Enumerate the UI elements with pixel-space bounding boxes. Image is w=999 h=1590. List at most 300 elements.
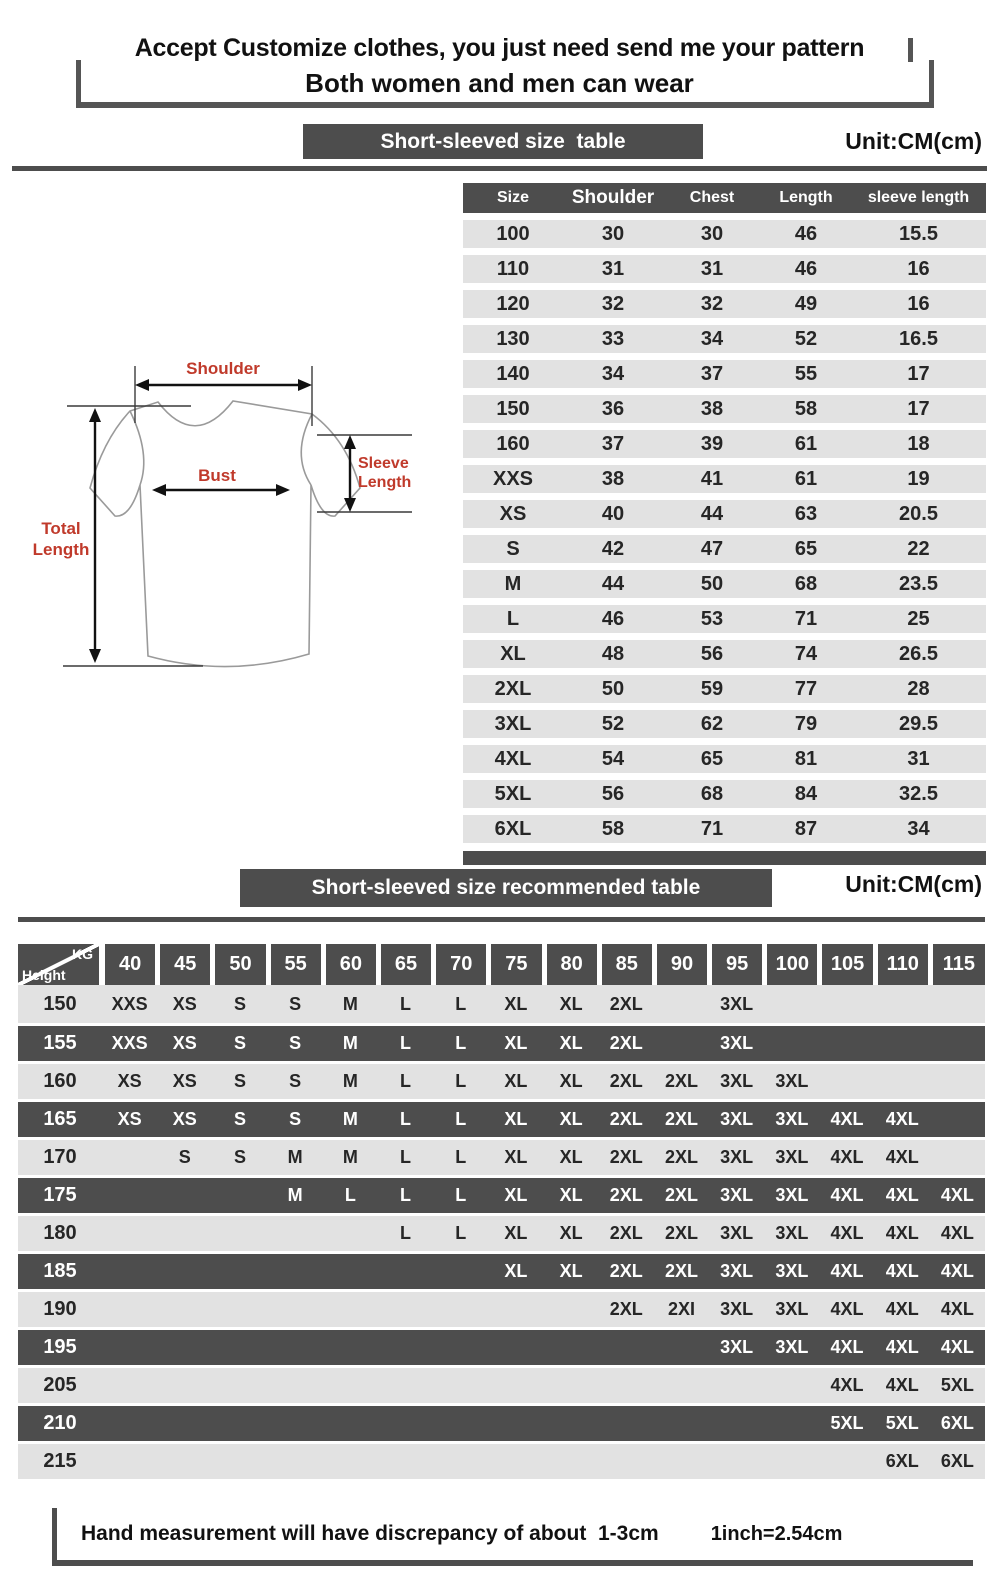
matrix-size-cell — [819, 985, 874, 1023]
matrix-size-cell: 2XL — [609, 1147, 643, 1167]
matrix-weight-header: 75 — [488, 944, 543, 985]
size-table-cell: 32 — [700, 293, 724, 315]
size-table-footer-bar — [463, 851, 986, 865]
matrix-size-cell: S — [289, 1071, 302, 1091]
matrix-size-cell: 3XL — [720, 1337, 754, 1357]
matrix-row — [18, 1061, 985, 1099]
matrix-height-label: 170 — [43, 1146, 77, 1168]
matrix-size-cell — [102, 1140, 157, 1175]
total-length-label-line2: Length — [32, 540, 90, 559]
size-table-cell: 46 — [794, 223, 818, 245]
matrix-size-cell: XL — [559, 1033, 583, 1053]
matrix-size-cell: S — [233, 1033, 246, 1053]
tshirt-outline — [90, 401, 360, 667]
size-table-cell: 15.5 — [899, 223, 938, 245]
matrix-height-label: 160 — [43, 1070, 77, 1092]
matrix-size-cell: S — [233, 1147, 246, 1167]
matrix-size-cell: 4XL — [885, 1109, 919, 1129]
size-table-cell: 52 — [601, 713, 625, 735]
matrix-size-cell — [654, 1368, 709, 1403]
size-table-cell: 100 — [496, 223, 530, 245]
size-table-cell: 87 — [794, 818, 818, 840]
matrix-height-label: 155 — [43, 1032, 77, 1054]
matrix-row — [18, 1137, 985, 1175]
matrix-size-cell — [819, 1064, 874, 1099]
matrix-size-cell — [875, 985, 930, 1023]
matrix-size-cell: 3XL — [775, 1223, 809, 1243]
size-table-cell: 160 — [496, 433, 530, 455]
matrix-weight-header: 110 — [875, 944, 930, 985]
matrix-size-cell: 4XL — [885, 1375, 919, 1395]
matrix-height-label: 210 — [43, 1412, 77, 1434]
unit-label-2: Unit:CM(cm) — [845, 871, 982, 897]
matrix-size-cell — [654, 1406, 709, 1441]
matrix-size-cell — [268, 1216, 323, 1251]
matrix-row — [18, 1441, 985, 1479]
size-table-cell: 84 — [794, 783, 818, 805]
matrix-size-cell: 2XL — [609, 1109, 643, 1129]
matrix-size-cell: 4XL — [940, 1299, 974, 1319]
size-table-cell: 71 — [794, 608, 818, 630]
matrix-size-cell: 6XL — [940, 1451, 974, 1471]
matrix-height-label: 185 — [43, 1260, 77, 1282]
matrix-size-cell: L — [400, 1071, 412, 1091]
matrix-weight-header: 55 — [268, 944, 323, 985]
matrix-size-cell: 4XL — [885, 1223, 919, 1243]
section-divider-1 — [12, 166, 987, 171]
size-table-row — [463, 710, 986, 738]
matrix-row — [18, 1023, 985, 1061]
size-table-cell: 6XL — [494, 818, 532, 840]
matrix-size-cell: 3XL — [775, 1147, 809, 1167]
matrix-weight-header: 105 — [819, 944, 874, 985]
size-table-cell: 54 — [601, 748, 625, 770]
matrix-size-cell — [157, 1292, 212, 1327]
matrix-size-cell — [654, 1026, 709, 1061]
matrix-size-cell: XS — [172, 1109, 197, 1129]
size-table-cell: 65 — [700, 748, 724, 770]
size-table-row — [463, 430, 986, 458]
matrix-size-cell: 4XL — [940, 1223, 974, 1243]
matrix-weight-header: 65 — [378, 944, 433, 985]
matrix-size-cell: 4XL — [830, 1337, 864, 1357]
matrix-size-cell — [157, 1444, 212, 1479]
size-table-cell: 36 — [601, 398, 625, 420]
size-table-column-header: Size — [496, 189, 529, 206]
matrix-size-cell — [599, 1330, 654, 1365]
matrix-size-cell: 3XL — [720, 993, 754, 1014]
matrix-size-cell: XL — [504, 1033, 528, 1053]
size-table-cell: 2XL — [494, 678, 532, 700]
matrix-size-cell — [212, 1406, 267, 1441]
size-table-cell: 50 — [601, 678, 625, 700]
size-table-cell: 68 — [700, 783, 724, 805]
matrix-size-cell — [212, 1292, 267, 1327]
matrix-size-cell: M — [342, 1033, 358, 1053]
matrix-size-cell — [764, 1368, 819, 1403]
matrix-size-cell: 3XL — [775, 1299, 809, 1319]
matrix-row — [18, 1365, 985, 1403]
matrix-size-cell — [764, 1406, 819, 1441]
matrix-size-cell: XL — [559, 1071, 583, 1091]
matrix-size-cell: XXS — [111, 1033, 148, 1053]
matrix-size-cell — [930, 1102, 985, 1137]
size-table — [463, 183, 986, 865]
matrix-size-cell — [157, 1178, 212, 1213]
matrix-size-cell: XS — [117, 1109, 142, 1129]
size-table-cell: 5XL — [494, 783, 532, 805]
matrix-weight-header: 80 — [544, 944, 599, 985]
size-table-cell: 150 — [496, 398, 530, 420]
matrix-size-cell: L — [455, 1185, 467, 1205]
matrix-size-cell: M — [287, 1147, 303, 1167]
matrix-size-cell — [764, 1026, 819, 1061]
matrix-size-cell: 3XL — [720, 1109, 754, 1129]
size-table-cell: 77 — [794, 678, 818, 700]
size-table-cell: 37 — [601, 433, 625, 455]
size-table-cell: 63 — [794, 503, 818, 525]
matrix-height-label: 150 — [43, 992, 77, 1015]
sleeve-length-label-line1: Sleeve — [358, 455, 409, 472]
matrix-size-cell: 4XL — [940, 1337, 974, 1357]
matrix-size-cell — [544, 1368, 599, 1403]
matrix-size-cell: M — [287, 1185, 303, 1205]
headline-line-1: Accept Customize clothes, you just need send me your pattern — [134, 34, 865, 62]
matrix-size-cell: 2XL — [609, 1261, 643, 1281]
matrix-size-cell: XL — [559, 1185, 583, 1205]
matrix-size-cell: L — [455, 1147, 467, 1167]
matrix-size-cell — [102, 1292, 157, 1327]
matrix-size-cell: XS — [172, 1071, 197, 1091]
matrix-size-cell: 2XL — [609, 1299, 643, 1319]
matrix-size-cell — [488, 1292, 543, 1327]
section-divider-2 — [18, 917, 985, 922]
matrix-size-cell — [157, 1330, 212, 1365]
matrix-row — [18, 1327, 985, 1365]
matrix-size-cell: L — [400, 1147, 412, 1167]
size-table-cell: 4XL — [494, 748, 532, 770]
matrix-size-cell: 4XL — [830, 1185, 864, 1205]
matrix-size-cell: S — [233, 1071, 246, 1091]
matrix-size-cell — [157, 1216, 212, 1251]
matrix-size-cell: 3XL — [720, 1223, 754, 1243]
size-table-cell: 29.5 — [899, 713, 938, 735]
matrix-size-cell — [764, 1444, 819, 1479]
size-table-cell: 28 — [907, 678, 930, 700]
matrix-size-cell: 2XL — [609, 1071, 643, 1091]
matrix-size-cell: 4XL — [940, 1261, 974, 1281]
matrix-size-cell: 4XL — [885, 1261, 919, 1281]
matrix-size-cell: 4XL — [885, 1147, 919, 1167]
size-table-cell: 38 — [601, 468, 625, 490]
size-table-cell: 65 — [794, 538, 818, 560]
matrix-row — [18, 985, 985, 1023]
matrix-size-cell — [323, 1330, 378, 1365]
size-table-cell: 34 — [601, 363, 625, 385]
matrix-size-cell: 2XL — [609, 1033, 643, 1053]
matrix-size-cell: S — [289, 993, 302, 1014]
matrix-size-cell — [654, 1330, 709, 1365]
matrix-size-cell — [930, 1064, 985, 1099]
matrix-size-cell: L — [455, 1071, 467, 1091]
matrix-size-cell — [102, 1444, 157, 1479]
matrix-row — [18, 1175, 985, 1213]
matrix-header-row — [18, 944, 985, 985]
matrix-size-cell: XL — [504, 1261, 528, 1281]
matrix-size-cell — [268, 1368, 323, 1403]
matrix-size-cell — [268, 1330, 323, 1365]
size-table-row — [463, 570, 986, 598]
matrix-size-cell: 3XL — [720, 1185, 754, 1205]
matrix-row — [18, 1099, 985, 1137]
matrix-size-cell — [378, 1444, 433, 1479]
sleeve-length-label-line2: Length — [358, 474, 412, 491]
size-table-row — [463, 465, 986, 493]
matrix-size-cell: L — [455, 1109, 467, 1129]
matrix-size-cell — [212, 1216, 267, 1251]
matrix-size-cell — [764, 985, 819, 1023]
matrix-height-label: 180 — [43, 1222, 77, 1244]
matrix-size-cell — [378, 1292, 433, 1327]
matrix-size-cell — [102, 1330, 157, 1365]
matrix-weight-header: 40 — [102, 944, 157, 985]
size-table-row — [463, 360, 986, 388]
matrix-size-cell — [544, 1444, 599, 1479]
matrix-size-cell: 4XL — [830, 1147, 864, 1167]
matrix-size-cell — [378, 1330, 433, 1365]
size-table-row — [463, 255, 986, 283]
recommended-size-matrix — [18, 944, 985, 1479]
matrix-size-cell: XL — [559, 1109, 583, 1129]
matrix-size-cell — [323, 1406, 378, 1441]
diagram-labels — [33, 359, 412, 559]
matrix-size-cell — [819, 1444, 874, 1479]
size-table-cell: 17 — [907, 363, 930, 385]
matrix-size-cell: XL — [559, 993, 583, 1014]
matrix-weight-header: 90 — [654, 944, 709, 985]
headline-bracket-tick — [908, 38, 913, 62]
matrix-size-cell — [323, 1444, 378, 1479]
size-table-cell: L — [506, 608, 520, 630]
matrix-row — [18, 1213, 985, 1251]
tshirt-measurement-diagram — [25, 338, 437, 698]
matrix-size-cell — [654, 1444, 709, 1479]
matrix-size-cell: 3XL — [775, 1261, 809, 1281]
size-table-cell: 40 — [601, 503, 625, 525]
size-table-cell: 61 — [794, 433, 818, 455]
matrix-size-cell — [378, 1254, 433, 1289]
matrix-size-cell: XL — [504, 1147, 528, 1167]
size-table-cell: 56 — [601, 783, 625, 805]
size-table-cell: 74 — [794, 643, 818, 665]
size-table-cell: 18 — [907, 433, 930, 455]
size-table-cell: 42 — [601, 538, 625, 560]
matrix-weight-header: 70 — [433, 944, 488, 985]
size-table-cell: 110 — [496, 258, 530, 280]
matrix-size-cell: 2XL — [664, 1147, 698, 1167]
matrix-size-cell: L — [400, 1223, 412, 1243]
size-table-cell: 31 — [907, 748, 930, 770]
footnote — [52, 1508, 973, 1566]
matrix-size-cell — [488, 1406, 543, 1441]
matrix-size-cell: 5XL — [885, 1413, 919, 1433]
matrix-size-cell: XL — [504, 1071, 528, 1091]
size-table-row — [463, 395, 986, 423]
matrix-size-cell: S — [289, 1033, 302, 1053]
size-table-cell: 46 — [794, 258, 818, 280]
size-table-cell: 62 — [700, 713, 724, 735]
size-table-row — [463, 745, 986, 773]
matrix-height-label: 165 — [43, 1108, 77, 1130]
size-table-column-header: Length — [779, 189, 833, 206]
matrix-size-cell: 4XL — [885, 1337, 919, 1357]
matrix-size-cell — [488, 1444, 543, 1479]
matrix-size-cell — [433, 1444, 488, 1479]
matrix-size-cell: 3XL — [720, 1147, 754, 1167]
matrix-size-cell: 3XL — [775, 1071, 809, 1091]
matrix-weight-header: 95 — [709, 944, 764, 985]
size-table-cell: 140 — [496, 363, 530, 385]
matrix-size-cell — [157, 1406, 212, 1441]
size-table-cell: 61 — [794, 468, 818, 490]
size-table-cell: 22 — [907, 538, 930, 560]
size-table-cell: 53 — [700, 608, 724, 630]
size-table-cell: 34 — [700, 328, 724, 350]
size-table-cell: 48 — [601, 643, 625, 665]
matrix-size-cell — [212, 1330, 267, 1365]
size-table-cell: 41 — [700, 468, 724, 490]
matrix-size-cell: 4XL — [830, 1223, 864, 1243]
size-table-row — [463, 290, 986, 318]
size-table-cell: 16 — [907, 293, 930, 315]
size-table-cell: 26.5 — [899, 643, 938, 665]
matrix-size-cell: 4XL — [940, 1185, 974, 1205]
bust-label: Bust — [198, 466, 236, 485]
matrix-size-cell — [102, 1216, 157, 1251]
matrix-size-cell — [930, 985, 985, 1023]
matrix-size-cell — [378, 1406, 433, 1441]
matrix-size-cell: XL — [504, 1223, 528, 1243]
size-table-row — [463, 220, 986, 248]
inch-conversion-text: 1inch=2.54cm — [710, 1522, 843, 1545]
matrix-size-cell: 2XL — [664, 1185, 698, 1205]
size-table-cell: 58 — [794, 398, 818, 420]
size-table-column-header: Chest — [689, 189, 735, 206]
size-table-cell: 31 — [700, 258, 724, 280]
matrix-size-cell — [433, 1292, 488, 1327]
size-table-cell: 59 — [700, 678, 724, 700]
matrix-size-cell: 2XL — [609, 1185, 643, 1205]
matrix-size-cell — [323, 1216, 378, 1251]
matrix-height-label: 215 — [43, 1450, 77, 1472]
matrix-size-cell — [599, 1444, 654, 1479]
matrix-size-cell — [488, 1368, 543, 1403]
recommended-table-banner: Short-sleeved size recommended table — [240, 869, 772, 907]
matrix-size-cell — [157, 1254, 212, 1289]
size-table-cell: 32 — [601, 293, 625, 315]
size-table-row — [463, 815, 986, 843]
matrix-size-cell: 5XL — [830, 1413, 864, 1433]
size-table-cell: 37 — [700, 363, 724, 385]
matrix-size-cell — [157, 1368, 212, 1403]
size-table-cell: 47 — [700, 538, 724, 560]
matrix-size-cell: XL — [504, 1109, 528, 1129]
matrix-size-cell: L — [400, 1185, 412, 1205]
matrix-size-cell: 2XL — [664, 1109, 698, 1129]
size-table-cell: 32.5 — [899, 783, 938, 805]
matrix-size-cell: 5XL — [940, 1375, 974, 1395]
matrix-size-cell: L — [400, 1033, 412, 1053]
matrix-weight-header: 115 — [930, 944, 985, 985]
matrix-size-cell — [212, 1178, 267, 1213]
matrix-size-cell: S — [289, 1109, 302, 1129]
size-table-row — [463, 640, 986, 668]
shoulder-label: Shoulder — [186, 359, 260, 378]
matrix-size-cell: 3XL — [775, 1185, 809, 1205]
matrix-size-cell — [212, 1444, 267, 1479]
matrix-size-cell: L — [455, 993, 467, 1014]
matrix-size-cell — [544, 1292, 599, 1327]
matrix-size-cell — [544, 1330, 599, 1365]
unit-label-1: Unit:CM(cm) — [845, 128, 982, 154]
matrix-size-cell — [709, 1406, 764, 1441]
headline-bracket-frame — [76, 60, 934, 108]
size-table-cell: 46 — [601, 608, 625, 630]
matrix-height-label: 195 — [43, 1336, 77, 1358]
matrix-size-cell: S — [233, 993, 246, 1014]
matrix-weight-header: 100 — [764, 944, 819, 985]
matrix-size-cell: 3XL — [720, 1033, 754, 1053]
matrix-size-cell: M — [342, 993, 358, 1014]
matrix-size-cell — [433, 1254, 488, 1289]
headline-line-2: Both women and men can wear — [305, 68, 694, 98]
matrix-size-cell — [930, 1140, 985, 1175]
matrix-size-cell — [212, 1254, 267, 1289]
size-table-cell: 50 — [700, 573, 724, 595]
size-table-cell: 3XL — [494, 713, 532, 735]
size-table-row — [463, 535, 986, 563]
size-table-cell: 20.5 — [899, 503, 938, 525]
matrix-size-cell: 4XL — [830, 1109, 864, 1129]
matrix-size-cell — [102, 1178, 157, 1213]
total-length-label-line1: Total — [41, 519, 81, 538]
matrix-size-cell: L — [400, 1109, 412, 1129]
matrix-size-cell: L — [455, 1033, 467, 1053]
size-table-cell: 68 — [794, 573, 818, 595]
size-table-cell: 16.5 — [899, 328, 938, 350]
matrix-weight-header: 45 — [157, 944, 212, 985]
size-table-cell: 16 — [907, 258, 930, 280]
matrix-size-cell: 6XL — [940, 1413, 974, 1433]
footnote-text: Hand measurement will have discrepancy of about 1-3cm — [81, 1522, 659, 1545]
matrix-row — [18, 1403, 985, 1441]
size-table-cell: XXS — [492, 468, 534, 490]
matrix-size-cell — [875, 1064, 930, 1099]
matrix-size-cell — [212, 1368, 267, 1403]
matrix-size-cell: 3XL — [775, 1337, 809, 1357]
size-table-cell: 34 — [907, 818, 930, 840]
matrix-size-cell: XS — [117, 1071, 142, 1091]
matrix-size-cell — [268, 1444, 323, 1479]
matrix-size-cell — [378, 1368, 433, 1403]
matrix-size-cell: 2XL — [609, 993, 643, 1014]
size-table-cell: 33 — [601, 328, 625, 350]
matrix-size-cell: XS — [172, 993, 197, 1014]
size-table-banner: Short-sleeved size table — [303, 124, 703, 159]
matrix-size-cell: S — [233, 1109, 246, 1129]
size-table-cell: 39 — [700, 433, 724, 455]
size-table-column-header: sleeve length — [867, 189, 970, 206]
